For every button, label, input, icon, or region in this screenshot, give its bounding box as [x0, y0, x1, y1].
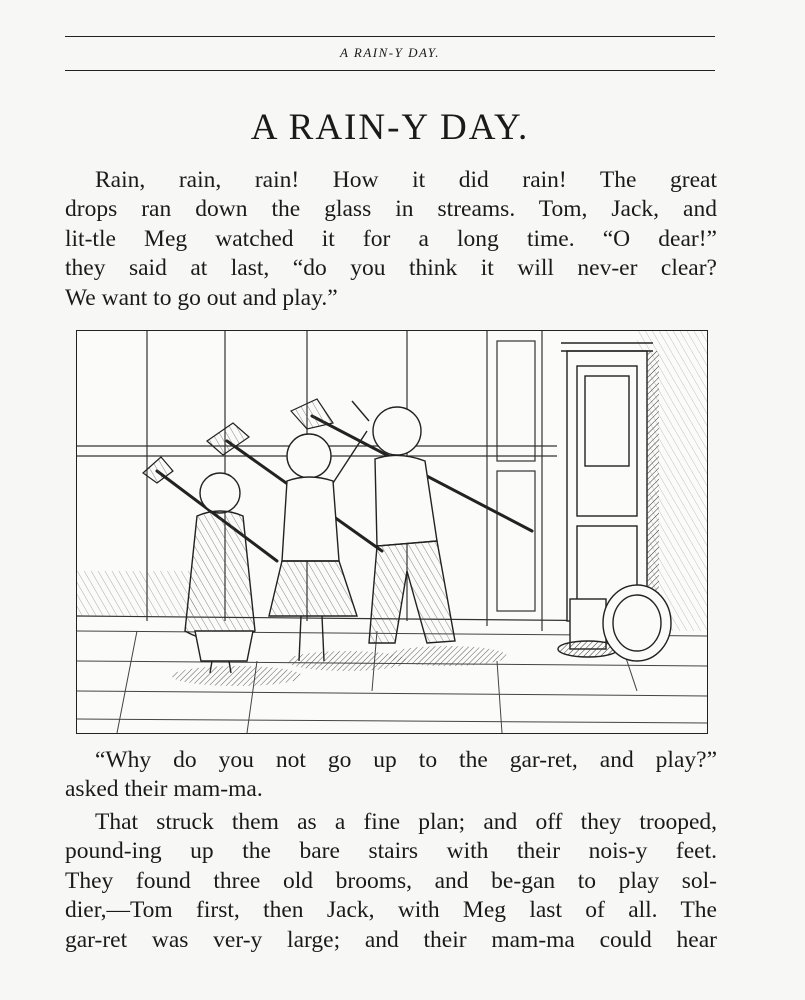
- text-line: They found three old brooms, and be-gan to play sol-: [65, 867, 717, 894]
- paragraph-3: [65, 808, 717, 955]
- text-line: they said at last, “do you think it will nev-er clear?: [65, 255, 717, 282]
- text-line: Rain, rain, rain! How it did rain! The great: [95, 167, 717, 193]
- text-line: asked their mam-ma.: [65, 776, 263, 803]
- header-rule: [65, 70, 715, 71]
- chapter-title: A RAIN-Y DAY.: [250, 107, 530, 148]
- paragraph-2: [65, 746, 717, 805]
- text-line: lit-tle Meg watched it for a long time. “O dear!”: [65, 225, 717, 252]
- engraving-illustration: [76, 330, 708, 734]
- text-line: That struck them as a fine plan; and off they trooped,: [95, 809, 717, 835]
- top-rule: [65, 36, 715, 37]
- text-line: We want to go out and play.”: [65, 284, 338, 311]
- children-with-brooms-picture: [77, 331, 707, 733]
- text-line: dier,—Tom first, then Jack, with Meg last of all. The: [65, 897, 717, 924]
- running-head: A RAIN-Y DAY.: [339, 45, 441, 60]
- text-line: “Why do you not go up to the gar-ret, and play?”: [95, 747, 717, 773]
- paragraph-1: [65, 166, 717, 313]
- text-line: drops ran down the glass in streams. Tom, Jack, and: [65, 196, 717, 223]
- text-line: pound-ing up the bare stairs with their nois-y feet.: [65, 838, 717, 865]
- text-line: gar-ret was ver-y large; and their mam-ma could hear: [65, 926, 717, 953]
